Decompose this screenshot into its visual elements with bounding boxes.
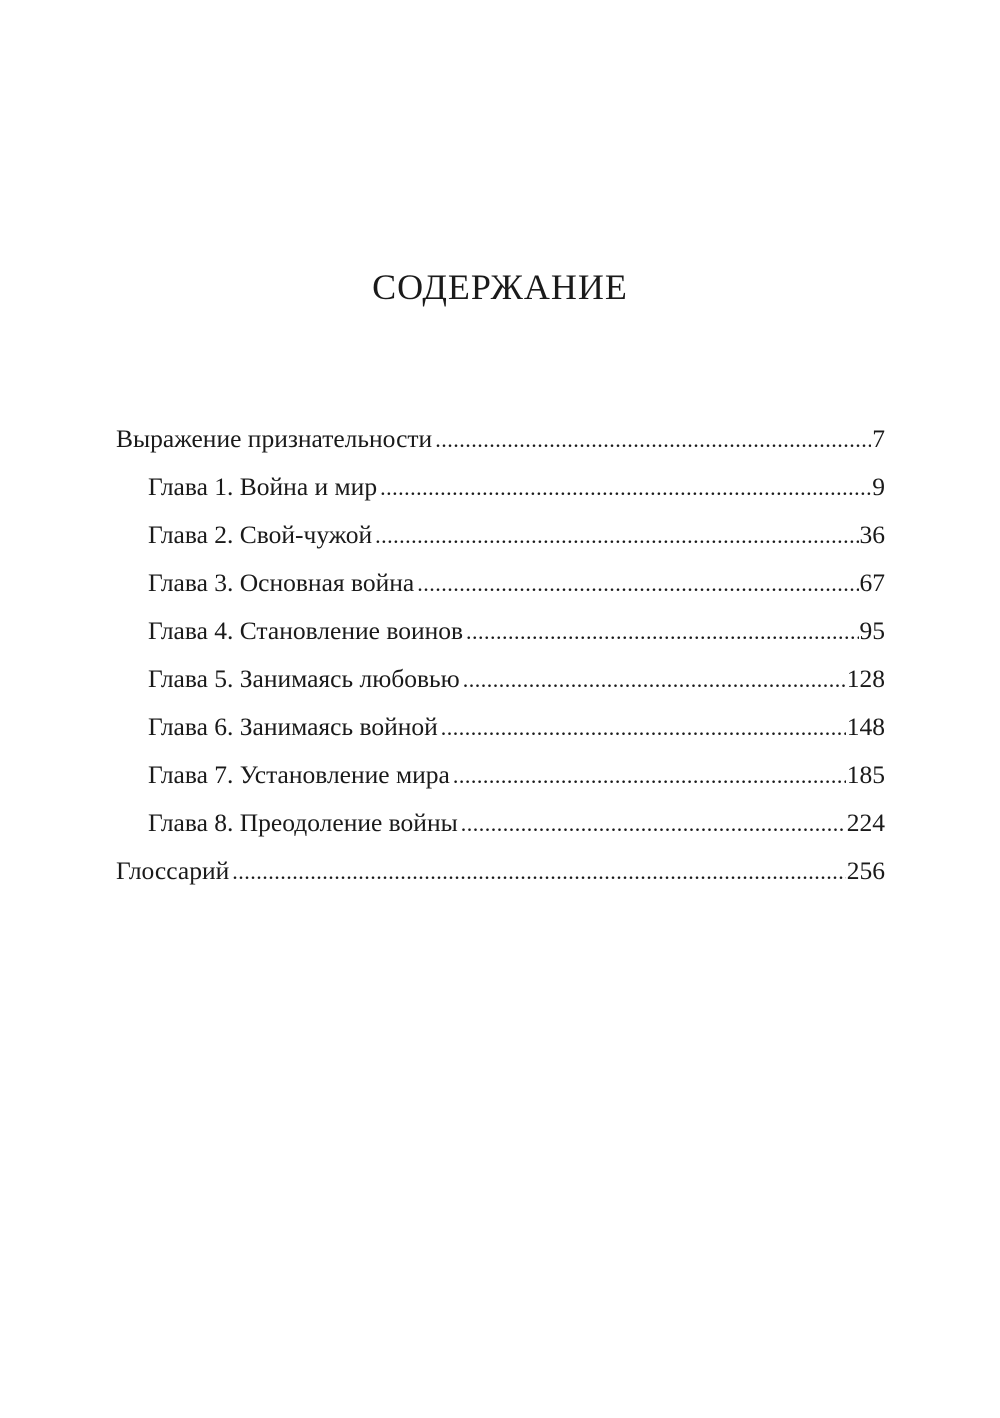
- dot-leader: [441, 708, 846, 748]
- toc-entry-chapter-3[interactable]: [116, 563, 885, 611]
- dot-leader: [417, 564, 858, 604]
- dot-leader: [463, 660, 846, 700]
- toc-entry-label: Выражение признательности: [116, 424, 433, 453]
- toc-entry-page: 128: [846, 664, 885, 693]
- toc-entry-page: 148: [846, 712, 885, 741]
- dot-leader: [232, 852, 846, 892]
- toc-entry-chapter-2[interactable]: [116, 515, 885, 563]
- toc-entry-label: Глоссарий: [116, 856, 230, 885]
- toc-entry-page: 224: [846, 808, 885, 837]
- dot-leader: [461, 804, 846, 844]
- toc-entry-label: Глава 2. Свой-чужой: [148, 520, 373, 549]
- dot-leader: [453, 756, 846, 796]
- toc-entry-page: 36: [859, 520, 885, 549]
- toc-entry-chapter-7[interactable]: [116, 755, 885, 803]
- table-of-contents: [116, 419, 885, 899]
- toc-entry-page: 67: [859, 568, 885, 597]
- toc-entry-page: 9: [872, 472, 885, 501]
- toc-entry-page: 95: [859, 616, 885, 645]
- toc-entry-acknowledgements[interactable]: [116, 419, 885, 467]
- toc-entry-glossary[interactable]: [116, 851, 885, 899]
- toc-entry-page: 7: [872, 424, 885, 453]
- toc-entry-label: Глава 7. Установление мира: [148, 760, 450, 789]
- toc-entry-label: Глава 6. Занимаясь войной: [148, 712, 438, 741]
- toc-entry-chapter-5[interactable]: [116, 659, 885, 707]
- toc-entry-label: Глава 5. Занимаясь любовью: [148, 664, 460, 693]
- page-title: СОДЕРЖАНИЕ: [372, 267, 628, 307]
- toc-entry-label: Глава 4. Становление воинов: [148, 616, 464, 645]
- toc-entry-chapter-4[interactable]: [116, 611, 885, 659]
- toc-entry-chapter-8[interactable]: [116, 803, 885, 851]
- toc-entry-label: Глава 8. Преодоление войны: [148, 808, 458, 837]
- dot-leader: [466, 612, 858, 652]
- toc-entry-page: 185: [846, 760, 885, 789]
- toc-entry-chapter-6[interactable]: [116, 707, 885, 755]
- toc-entry-chapter-1[interactable]: [116, 467, 885, 515]
- toc-entry-label: Глава 3. Основная война: [148, 568, 415, 597]
- dot-leader: [435, 420, 871, 460]
- dot-leader: [380, 468, 871, 508]
- toc-entry-page: 256: [846, 856, 885, 885]
- dot-leader: [375, 516, 858, 556]
- toc-entry-label: Глава 1. Война и мир: [148, 472, 378, 501]
